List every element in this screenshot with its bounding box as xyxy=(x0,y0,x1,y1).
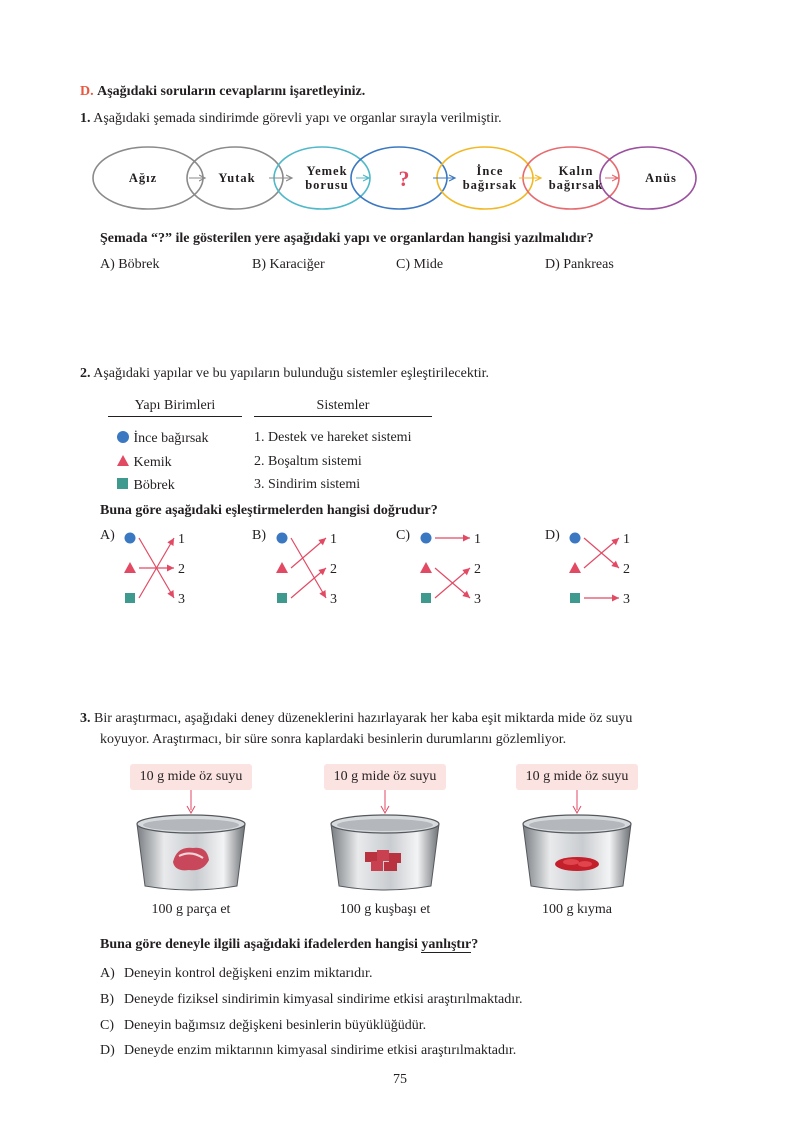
matching-diagram xyxy=(416,528,506,612)
q3-stem xyxy=(80,711,632,727)
systems-header-label: Sistemler xyxy=(316,398,370,413)
digestive-chain-diagram xyxy=(90,140,710,216)
q3-statement-a[interactable] xyxy=(100,966,372,982)
q3-statement-b[interactable] xyxy=(100,992,523,1008)
circle-icon xyxy=(116,430,130,444)
statement-label: C) xyxy=(100,1018,114,1033)
statement-label: D) xyxy=(100,1043,115,1058)
unit-label-2: Kemik xyxy=(133,455,172,470)
circle-icon xyxy=(277,533,288,544)
system-number-1: 1 xyxy=(178,532,185,547)
q1-option-b[interactable]: B) Karaciğer xyxy=(252,257,325,272)
system-number-2: 2 xyxy=(330,562,337,577)
circle-icon xyxy=(570,533,581,544)
option-label: A) xyxy=(100,528,115,543)
enzyme-label: 10 g mide öz suyu xyxy=(516,764,638,790)
statement-text: Deneyin bağımsız değişkeni besinlerin büyüklüğüdür. xyxy=(124,1018,427,1033)
beaker-pot xyxy=(327,790,447,900)
enzyme-label: 10 g mide öz suyu xyxy=(324,764,446,790)
unit-label-1: İnce bağırsak xyxy=(133,431,209,446)
q3-text-line1: Bir araştırmacı, aşağıdaki deney düzeneklerini hazırlayarak her kaba eşit miktarda mide öz suyu xyxy=(94,711,633,726)
system-number-1: 1 xyxy=(474,532,481,547)
triangle-icon xyxy=(116,454,130,468)
unit-row-2 xyxy=(116,454,172,471)
square-icon xyxy=(421,593,431,603)
system-number-2: 2 xyxy=(623,562,630,577)
unit-row-1 xyxy=(116,430,209,447)
units-header xyxy=(108,398,242,417)
system-number-2: 2 xyxy=(474,562,481,577)
pot-caption: 100 g parça et xyxy=(151,902,231,917)
q2-option-b[interactable] xyxy=(252,528,352,612)
square-icon xyxy=(125,593,135,603)
q1-question: Şemada “?” ile gösterilen yere aşağıdaki yapı ve organlardan hangisi yazılmalıdır? xyxy=(100,231,594,246)
triangle-icon xyxy=(569,562,581,573)
q1-option-a[interactable]: A) Böbrek xyxy=(100,257,160,272)
match-arrow xyxy=(291,538,326,568)
circle-icon xyxy=(421,533,432,544)
q1-number: 1. xyxy=(80,111,91,126)
systems-header xyxy=(254,398,432,417)
pot-caption: 100 g kuşbaşı et xyxy=(339,902,431,917)
match-arrow xyxy=(291,568,326,598)
q1-option-d[interactable]: D) Pankreas xyxy=(545,257,614,272)
q3-statement-d[interactable] xyxy=(100,1043,516,1059)
q3-text-line2: koyuyor. Araştırmacı, bir süre sonra kaplardaki besinlerin durumlarını gözlemliyor. xyxy=(100,732,567,747)
system-number-3: 3 xyxy=(178,592,185,607)
chain-label-1: Ağız xyxy=(128,171,158,185)
q3-number: 3. xyxy=(80,711,91,726)
q2-option-d[interactable] xyxy=(545,528,645,612)
q2-number: 2. xyxy=(80,366,91,381)
system-number-1: 1 xyxy=(623,532,630,547)
matching-diagram xyxy=(272,528,362,612)
unit-row-3 xyxy=(116,477,175,494)
system-1: 1. Destek ve hareket sistemi xyxy=(254,430,412,445)
matching-diagram xyxy=(120,528,210,612)
chain-label-6: Kalın bağırsak xyxy=(548,164,604,192)
statement-text: Deneyin kontrol değişkeni enzim miktarıdır. xyxy=(124,966,373,981)
system-number-1: 1 xyxy=(330,532,337,547)
unit-label-3: Böbrek xyxy=(133,478,175,493)
chain-label-2: Yutak xyxy=(218,171,256,185)
section-letter: D. xyxy=(80,84,94,99)
statement-label: A) xyxy=(100,966,115,981)
chain-label-5: İnce bağırsak xyxy=(462,164,518,192)
system-number-2: 2 xyxy=(178,562,185,577)
statement-text: Deneyde fiziksel sindirimin kimyasal sindirime etkisi araştırılmaktadır. xyxy=(124,992,523,1007)
section-title: Aşağıdaki soruların cevaplarını işaretleyiniz. xyxy=(97,84,366,99)
chain-label-7: Anüs xyxy=(645,171,677,185)
q2-stem xyxy=(80,366,489,382)
q3-question-emph: yanlıştır xyxy=(421,937,472,952)
q2-option-c[interactable] xyxy=(396,528,496,612)
chain-label-4: ? xyxy=(398,166,410,191)
q2-question: Buna göre aşağıdaki eşleştirmelerden hangisi doğrudur? xyxy=(100,503,438,518)
option-label: D) xyxy=(545,528,560,543)
q3-question-post: ? xyxy=(471,937,479,952)
q1-option-c[interactable]: C) Mide xyxy=(396,257,444,272)
system-number-3: 3 xyxy=(623,592,630,607)
circle-icon xyxy=(125,533,136,544)
option-label: B) xyxy=(252,528,266,543)
statement-label: B) xyxy=(100,992,114,1007)
square-icon xyxy=(277,593,287,603)
statement-text: Deneyde enzim miktarının kimyasal sindirime etkisi araştırılmaktadır. xyxy=(124,1043,517,1058)
system-2: 2. Boşaltım sistemi xyxy=(254,454,362,469)
section-header xyxy=(80,84,365,100)
beaker-pot xyxy=(133,790,253,900)
triangle-icon xyxy=(420,562,432,573)
q3-question-pre: Buna göre deneyle ilgili aşağıdaki ifadelerden hangisi xyxy=(100,937,422,952)
pot-caption: 100 g kıyma xyxy=(542,902,612,917)
q3-question xyxy=(100,937,478,953)
square-icon xyxy=(570,593,580,603)
chain-label-3: Yemek borusu xyxy=(305,164,349,192)
match-arrow xyxy=(291,538,326,598)
option-label: C) xyxy=(396,528,410,543)
square-icon xyxy=(116,477,130,491)
system-3: 3. Sindirim sistemi xyxy=(254,477,361,492)
system-number-3: 3 xyxy=(330,592,337,607)
q3-statement-c[interactable] xyxy=(100,1018,426,1034)
q2-text: Aşağıdaki yapılar ve bu yapıların bulunduğu sistemler eşleştirilecektir. xyxy=(93,366,490,381)
system-number-3: 3 xyxy=(474,592,481,607)
beaker-pot xyxy=(519,790,639,900)
triangle-icon xyxy=(276,562,288,573)
matching-diagram xyxy=(565,528,655,612)
triangle-icon xyxy=(124,562,136,573)
q1-text: Aşağıdaki şemada sindirimde görevli yapı ve organlar sırayla verilmiştir. xyxy=(93,111,502,126)
q1-stem xyxy=(80,111,502,127)
page-number: 75 xyxy=(393,1072,407,1087)
q2-option-a[interactable] xyxy=(100,528,200,612)
enzyme-label: 10 g mide öz suyu xyxy=(130,764,252,790)
units-header-label: Yapı Birimleri xyxy=(134,398,216,413)
